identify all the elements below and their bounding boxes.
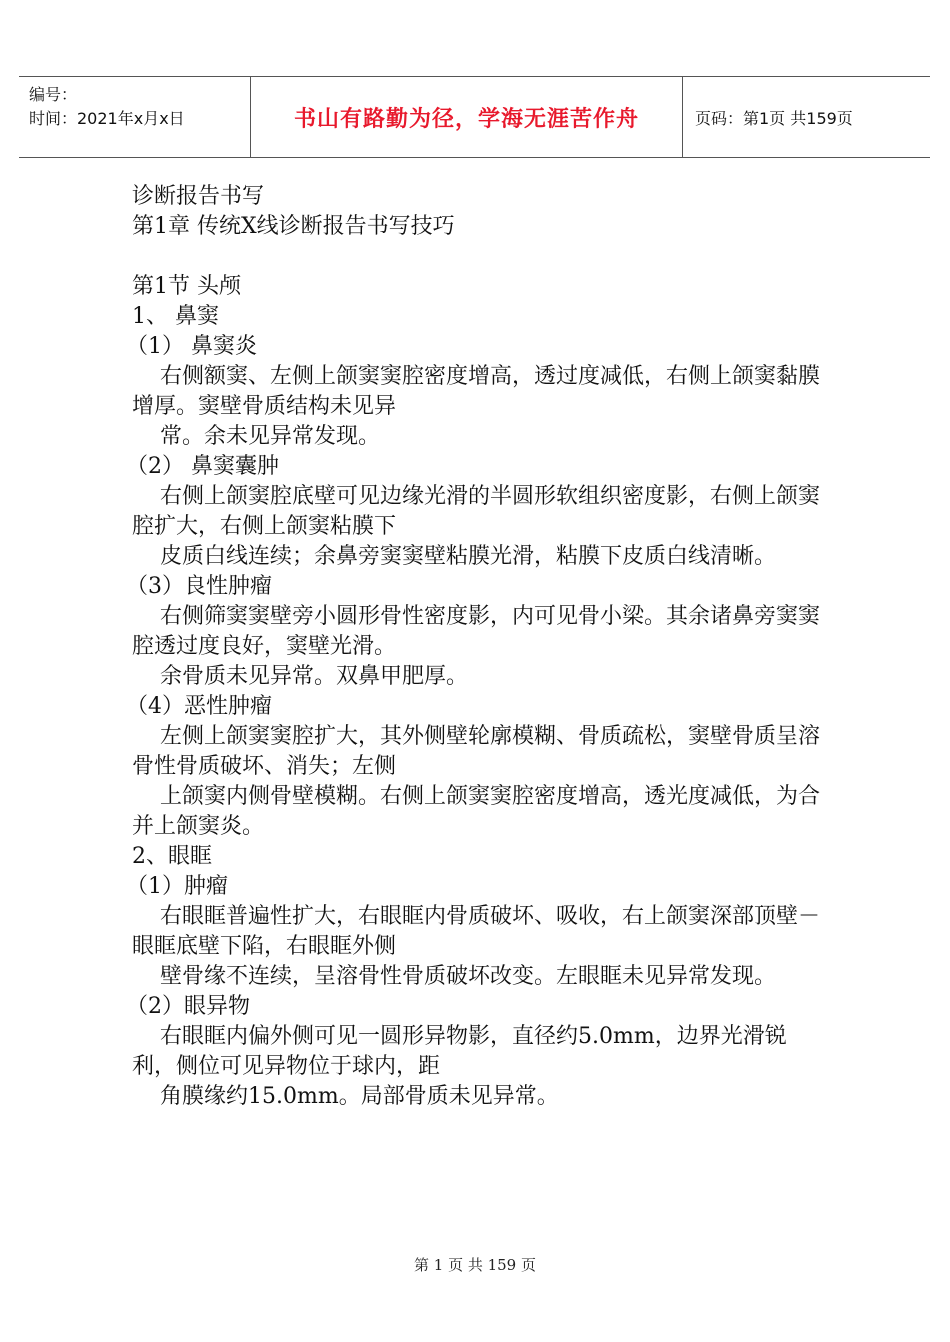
- page-label: 页码：第1页 共159页: [695, 108, 853, 128]
- paragraph-orbit-tumor-cont: 壁骨缘不连续，呈溶骨性骨质破坏改变。左眼眶未见异常发现。: [160, 964, 777, 989]
- footer-page-number: 第 1 页 共 159 页: [413, 1256, 536, 1274]
- paragraph-orbit-tumor: 右眼眶普遍性扩大，右眼眶内骨质破坏、吸收，右上颌窦深部顶壁－眼眶底壁下陷，右眼眶外侧: [132, 904, 821, 959]
- page-footer: [0, 1254, 950, 1275]
- paragraph-benign-tumor-cont: 余骨质未见异常。双鼻甲肥厚。: [160, 664, 469, 689]
- paragraph-sinusitis: 右侧额窦、左侧上颌窦窦腔密度增高，透过度减低，右侧上颌窦黏膜增厚。窦壁骨质结构未见异: [132, 364, 821, 419]
- paragraph-sinus-cyst-cont: 皮质白线连续；余鼻旁窦窦壁粘膜光滑，粘膜下皮质白线清晰。: [160, 544, 777, 569]
- paragraph-sinus-cyst: 右侧上颌窦腔底壁可见边缘光滑的半圆形软组织密度影，右侧上颌窦腔扩大，右侧上颌窦粘膜下: [132, 484, 821, 539]
- serial-label: 编号：: [29, 85, 78, 104]
- paragraph-malignant-tumor-cont: 上颌窦内侧骨壁模糊。右侧上颌窦窦腔密度增高，透光度减低，为合并上颌窦炎。: [132, 784, 821, 839]
- paragraph-malignant-tumor: 左侧上颌窦窦腔扩大，其外侧壁轮廓模糊、骨质疏松，窦壁骨质呈溶骨性骨质破坏、消失；左侧: [132, 724, 821, 779]
- header-info-cell: [19, 77, 251, 157]
- motto-text: 书山有路勤为径，学海无涯苦作舟: [293, 106, 639, 132]
- header-page-cell: [683, 77, 930, 157]
- paragraph-sinusitis-cont: 常。余未见异常发现。: [160, 424, 381, 449]
- chapter-heading: 第1章 传统X线诊断报告书写技巧: [132, 214, 455, 239]
- heading-orbit: 2、眼眶: [132, 844, 212, 869]
- page-header: [19, 76, 930, 158]
- doc-title: 诊断报告书写: [132, 184, 265, 209]
- spacer: [132, 242, 822, 272]
- section-heading: 第1节 头颅: [132, 274, 241, 299]
- heading-nasal-sinus: 1、 鼻窦: [132, 304, 219, 329]
- subheading-sinusitis: （1） 鼻窦炎: [126, 334, 257, 359]
- document-body: [126, 182, 822, 1112]
- paragraph-benign-tumor: 右侧筛窦窦壁旁小圆形骨性密度影，内可见骨小梁。其余诸鼻旁窦窦腔透过度良好，窦壁光滑。: [132, 604, 821, 659]
- subheading-sinus-cyst: （2） 鼻窦囊肿: [126, 454, 279, 479]
- subheading-eye-foreign-body: （2）眼异物: [126, 994, 250, 1019]
- subheading-orbit-tumor: （1）肿瘤: [126, 874, 228, 899]
- time-label: 时间：2021年x月x日: [29, 109, 185, 128]
- subheading-benign-tumor: （3）良性肿瘤: [126, 574, 272, 599]
- subheading-malignant-tumor: （4）恶性肿瘤: [126, 694, 272, 719]
- paragraph-eye-foreign-body-cont: 角膜缘约15.0mm。局部骨质未见异常。: [160, 1084, 559, 1109]
- header-motto-cell: [251, 77, 683, 157]
- paragraph-eye-foreign-body: 右眼眶内偏外侧可见一圆形异物影，直径约5.0mm，边界光滑锐利，侧位可见异物位于球内，距: [132, 1024, 787, 1079]
